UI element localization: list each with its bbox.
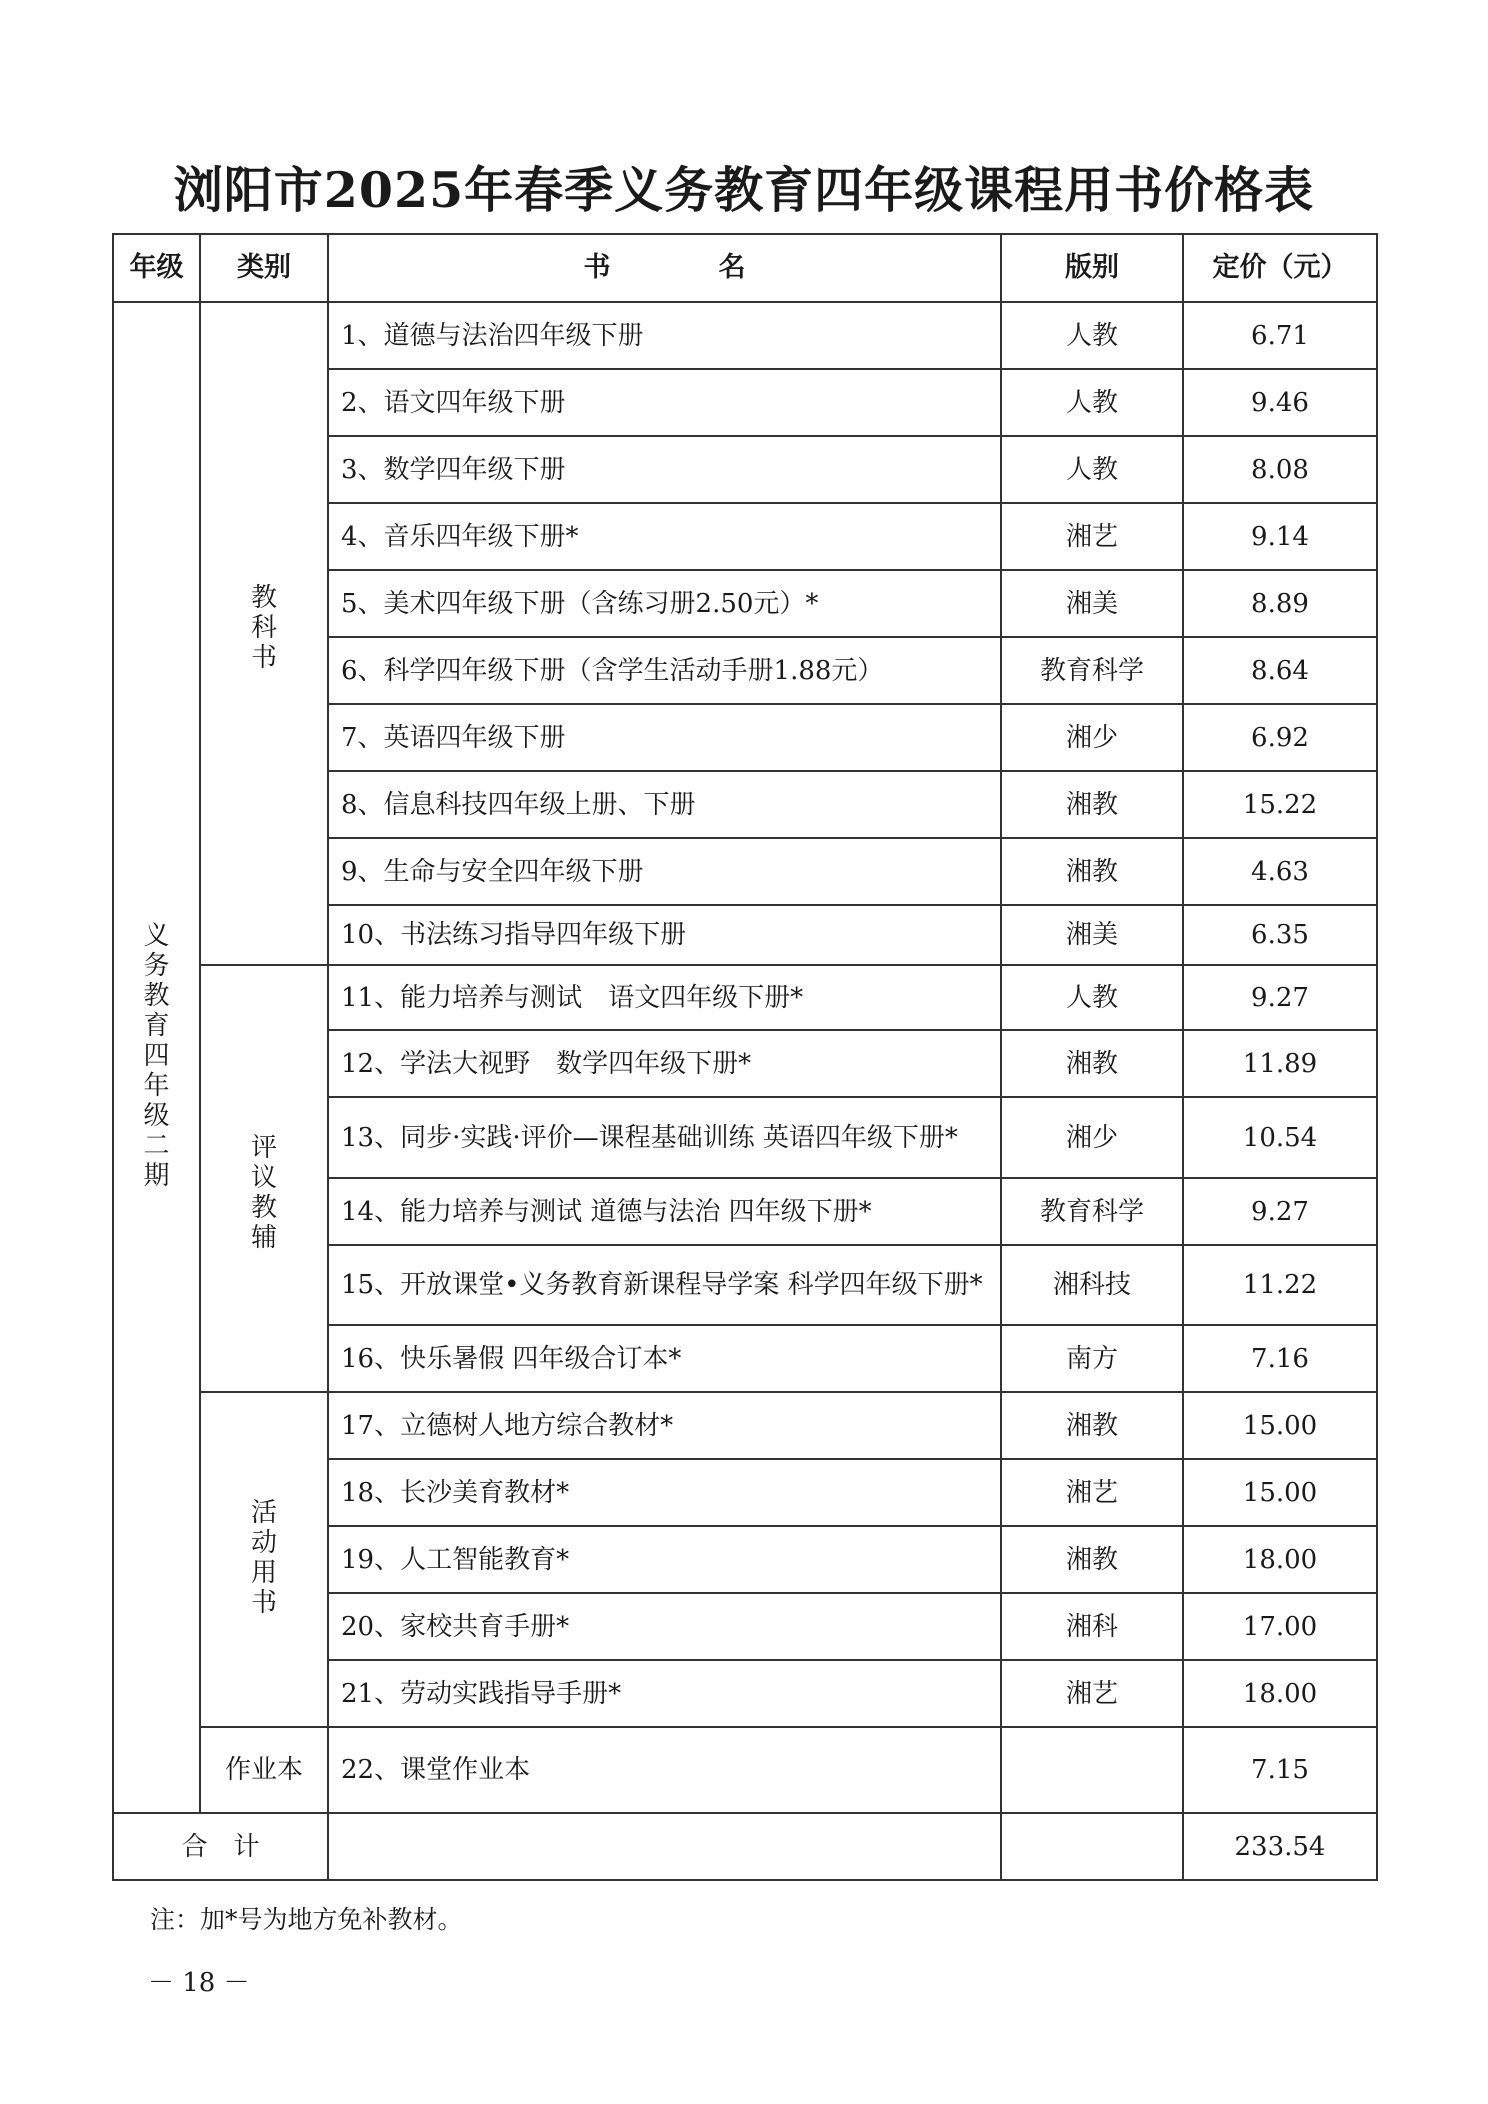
price: 8.08 <box>1183 436 1377 503</box>
total-empty-name <box>328 1813 1001 1880</box>
edition: 教育科学 <box>1001 637 1183 704</box>
edition: 湘少 <box>1001 1097 1183 1178</box>
total-empty-edition <box>1001 1813 1183 1880</box>
price: 7.15 <box>1183 1727 1377 1813</box>
edition: 湘教 <box>1001 1392 1183 1459</box>
table-row <box>113 302 1377 369</box>
edition: 湘教 <box>1001 771 1183 838</box>
book-name: 17、立德树人地方综合教材* <box>328 1392 1001 1459</box>
edition: 湘艺 <box>1001 1459 1183 1526</box>
book-name: 18、长沙美育教材* <box>328 1459 1001 1526</box>
book-name: 4、音乐四年级下册* <box>328 503 1001 570</box>
category-label: 作业本 <box>200 1727 328 1813</box>
edition: 湘教 <box>1001 1030 1183 1097</box>
edition: 湘美 <box>1001 570 1183 637</box>
price: 8.89 <box>1183 570 1377 637</box>
edition: 人教 <box>1001 965 1183 1030</box>
price: 15.00 <box>1183 1392 1377 1459</box>
edition: 湘教 <box>1001 1526 1183 1593</box>
book-name: 3、数学四年级下册 <box>328 436 1001 503</box>
edition: 湘艺 <box>1001 1660 1183 1727</box>
book-name: 20、家校共育手册* <box>328 1593 1001 1660</box>
total-row <box>113 1813 1377 1880</box>
price: 6.92 <box>1183 704 1377 771</box>
book-name: 1、道德与法治四年级下册 <box>328 302 1001 369</box>
book-name: 19、人工智能教育* <box>328 1526 1001 1593</box>
book-name: 22、课堂作业本 <box>328 1727 1001 1813</box>
price-table <box>112 233 1378 1881</box>
footnote: 注：加*号为地方免补教材。 <box>150 1905 463 1934</box>
book-name: 14、能力培养与测试 道德与法治 四年级下册* <box>328 1178 1001 1245</box>
price: 15.00 <box>1183 1459 1377 1526</box>
edition: 人教 <box>1001 369 1183 436</box>
header-price: 定价（元） <box>1183 234 1377 302</box>
price: 18.00 <box>1183 1660 1377 1727</box>
book-name: 12、学法大视野 数学四年级下册* <box>328 1030 1001 1097</box>
price: 6.71 <box>1183 302 1377 369</box>
category-label: 教科书 <box>250 583 277 673</box>
book-name: 10、书法练习指导四年级下册 <box>328 905 1001 965</box>
edition: 人教 <box>1001 436 1183 503</box>
table-row <box>113 1392 1377 1459</box>
price: 8.64 <box>1183 637 1377 704</box>
table-header-row <box>113 234 1377 302</box>
edition: 湘少 <box>1001 704 1183 771</box>
book-name: 9、生命与安全四年级下册 <box>328 838 1001 905</box>
price: 4.63 <box>1183 838 1377 905</box>
page-number: － 18 － <box>148 1968 250 1998</box>
category-cell <box>200 302 328 965</box>
header-book-name: 书 名 <box>328 234 1001 302</box>
grade-cell <box>113 302 200 1813</box>
edition <box>1001 1727 1183 1813</box>
price: 11.89 <box>1183 1030 1377 1097</box>
grade-label: 义务教育四年级二期 <box>143 921 170 1191</box>
header-grade: 年级 <box>113 234 200 302</box>
price: 10.54 <box>1183 1097 1377 1178</box>
table-row <box>113 965 1377 1030</box>
price: 9.27 <box>1183 1178 1377 1245</box>
price: 18.00 <box>1183 1526 1377 1593</box>
edition: 湘科 <box>1001 1593 1183 1660</box>
price: 9.27 <box>1183 965 1377 1030</box>
book-name: 8、信息科技四年级上册、下册 <box>328 771 1001 838</box>
edition: 教育科学 <box>1001 1178 1183 1245</box>
category-cell <box>200 965 328 1392</box>
book-name: 2、语文四年级下册 <box>328 369 1001 436</box>
total-price: 233.54 <box>1183 1813 1377 1880</box>
book-name: 6、科学四年级下册（含学生活动手册1.88元） <box>328 637 1001 704</box>
edition: 湘美 <box>1001 905 1183 965</box>
book-name: 21、劳动实践指导手册* <box>328 1660 1001 1727</box>
price: 17.00 <box>1183 1593 1377 1660</box>
category-cell <box>200 1392 328 1727</box>
edition: 湘教 <box>1001 838 1183 905</box>
price: 11.22 <box>1183 1245 1377 1325</box>
edition: 湘科技 <box>1001 1245 1183 1325</box>
header-edition: 版别 <box>1001 234 1183 302</box>
total-label: 合 计 <box>113 1813 328 1880</box>
table-row <box>113 1727 1377 1813</box>
price: 9.14 <box>1183 503 1377 570</box>
header-category: 类别 <box>200 234 328 302</box>
book-name: 13、同步·实践·评价—课程基础训练 英语四年级下册* <box>328 1097 1001 1178</box>
price: 6.35 <box>1183 905 1377 965</box>
edition: 人教 <box>1001 302 1183 369</box>
edition: 南方 <box>1001 1325 1183 1392</box>
book-name: 5、美术四年级下册（含练习册2.50元）* <box>328 570 1001 637</box>
page-title: 浏阳市2025年春季义务教育四年级课程用书价格表 <box>173 161 1315 219</box>
edition: 湘艺 <box>1001 503 1183 570</box>
book-name: 15、开放课堂•义务教育新课程导学案 科学四年级下册* <box>328 1245 1001 1325</box>
price: 15.22 <box>1183 771 1377 838</box>
book-name: 16、快乐暑假 四年级合订本* <box>328 1325 1001 1392</box>
price: 7.16 <box>1183 1325 1377 1392</box>
book-name: 7、英语四年级下册 <box>328 704 1001 771</box>
category-label: 评议教辅 <box>250 1133 277 1253</box>
category-label: 活动用书 <box>250 1498 277 1618</box>
price: 9.46 <box>1183 369 1377 436</box>
book-name: 11、能力培养与测试 语文四年级下册* <box>328 965 1001 1030</box>
